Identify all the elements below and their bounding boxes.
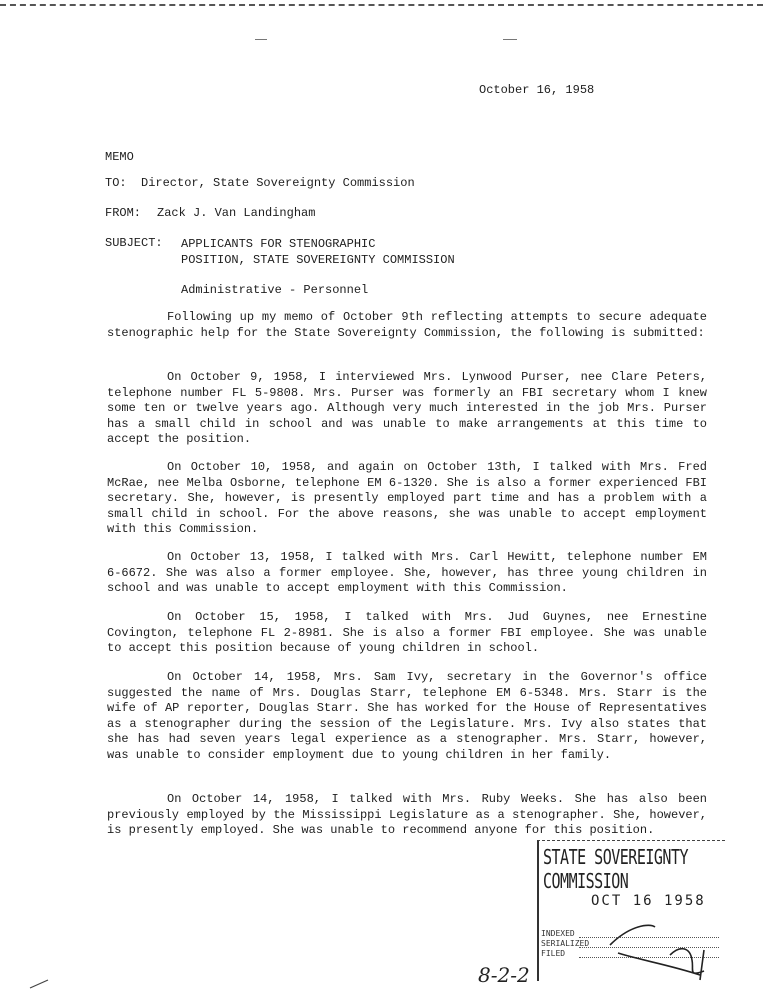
subject-line-2: POSITION, STATE SOVEREIGNTY COMMISSION xyxy=(181,253,455,267)
scan-mark xyxy=(255,39,267,40)
subject-value xyxy=(181,236,501,268)
memo-label: MEMO xyxy=(105,150,134,164)
memo-date: October 16, 1958 xyxy=(479,83,595,97)
scan-mark xyxy=(503,39,517,40)
file-number: 8-2-2 xyxy=(478,963,530,987)
margin-mark-icon xyxy=(28,978,52,990)
paragraph-intro: Following up my memo of October 9th reflecting attempts to secure adequate stenographic help for the State Sovereignty Commission, the following is submitted: xyxy=(107,310,707,340)
subcategory: Administrative - Personnel xyxy=(181,283,369,297)
from-line xyxy=(105,206,315,220)
stamp-title: STATE SOVEREIGNTY COMMISSION xyxy=(543,845,689,894)
from-value: Zack J. Van Landingham xyxy=(157,206,316,220)
stamp-serialized: SERIALIZED xyxy=(541,939,590,948)
paragraph-starr: On October 14, 1958, Mrs. Sam Ivy, secretary in the Governor's office suggested the name of Mrs. Douglas Starr, telephone EM 6-5348. Mrs. Starr is the wife of AP reporter, Douglas Starr. She has worked for the House of Representatives as a stenographer during the session of the Legislature. Mrs. Ivy also states that she has had seven years legal experience as a stenographer. Mrs. Starr, however, was unable to consider employment due to young children in her family. xyxy=(107,670,707,762)
scan-edge-line xyxy=(0,4,763,6)
handwritten-initials-icon xyxy=(600,905,720,985)
to-label: TO: xyxy=(105,176,127,190)
subject-line-1: APPLICANTS FOR STENOGRAPHIC xyxy=(181,237,376,251)
from-label: FROM: xyxy=(105,206,142,220)
to-value: Director, State Sovereignty Commission xyxy=(141,176,415,190)
paragraph-hewitt: On October 13, 1958, I talked with Mrs. Carl Hewitt, telephone number EM 6-6672. She was also a former employee. She, however, has three young children in school and was unable to accept employment with this Commission. xyxy=(107,550,707,595)
paragraph-weeks: On October 14, 1958, I talked with Mrs. Ruby Weeks. She has also been previously employed by the Mississippi Legislature as a stenographer. She, however, is presently employed. She was unable to recommend anyone for this position. xyxy=(107,792,707,837)
paragraph-guynes: On October 15, 1958, I talked with Mrs. Jud Guynes, nee Ernestine Covington, telephone FL 2-8981. She is also a former FBI employee. She was unable to accept this position because of young children in school. xyxy=(107,610,707,655)
subject-label: SUBJECT: xyxy=(105,236,163,250)
stamp-filed: FILED xyxy=(541,949,566,958)
stamp-indexed: INDEXED xyxy=(541,929,575,938)
stamp-date: OCT 16 1958 xyxy=(591,893,706,909)
to-line xyxy=(105,176,415,190)
paragraph-mcrae: On October 10, 1958, and again on October 13th, I talked with Mrs. Fred McRae, nee Melba Osborne, telephone EM 6-1320. She is also a former experienced FBI secretary. She, however, is presently employed part time and has a problem with a small child in school. For the above reasons, she was unable to accept employment with this Commission. xyxy=(107,460,707,536)
paragraph-purser: On October 9, 1958, I interviewed Mrs. Lynwood Purser, nee Clare Peters, telephone number FL 5-9808. Mrs. Purser was formerly an FBI secretary whom I knew some ten or twelve years ago. Although very much interested in the job Mrs. Purser has a small child in school and was unable to make arrangements at this time to accept the position. xyxy=(107,370,707,446)
